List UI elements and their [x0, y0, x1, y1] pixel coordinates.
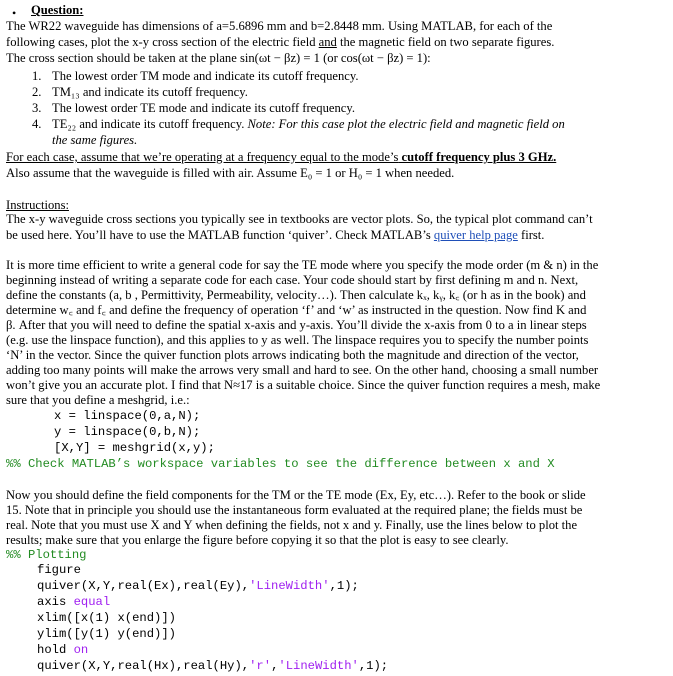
p2-line: beginning instead of writing a separate code for each case. Your code should start by first defining m and n. Next, [6, 273, 579, 287]
p3-line: results; make sure that you enlarge the figure before copying it so that the plot is easy to see clearly. [6, 533, 509, 547]
intro-line-2b: the magnetic field on two separate figures. [340, 35, 555, 49]
p2-line: β. After that you will need to define the spatial x-axis and y-axis. You’ll divide the x-axis from 0 to a in linear steps [6, 318, 587, 332]
intro-line-1: The WR22 waveguide has dimensions of a=5.6896 mm and b=2.8448 mm. Using MATLAB, for each of the [6, 19, 553, 33]
p2-line: (e.g. use the linspace function), and this applies to y as well. The linspace requires you to specify the number points [6, 333, 589, 347]
code-line: quiver(X,Y,real(Hx),real(Hy),'r','LineWidth',1); [37, 659, 389, 673]
code-comment: %% Check MATLAB’s workspace variables to see the difference between x and X [6, 457, 555, 471]
list-item: 3. The lowest order TE mode and indicate its cutoff frequency. [32, 101, 355, 115]
question-heading-row [6, 3, 666, 19]
p2-line: define the constants (a, b , Permittivity, Permeability, velocity…). Then calculate kₓ, kᵧ, k꜀ (or h as in the book) and [6, 288, 586, 302]
list-item: 4. TE₂₂ and indicate its cutoff frequency. Note: For this case plot the electric field and magnetic field on [32, 117, 565, 131]
air-line: Also assume that the waveguide is filled with air. Assume E₀ = 1 or H₀ = 1 when needed. [6, 166, 455, 180]
p2-line: It is more time efficient to write a general code for say the TE mode where you specify the mode order (m & n) in the [6, 258, 599, 272]
p3-line: Now you should define the field components for the TM or the TE mode (Ex, Ey, etc…). Refer to the book or slide [6, 488, 586, 502]
case-4-note: Note: For this case plot the electric field and magnetic field on [247, 117, 565, 131]
p3-line: 15. Note that in principle you should use the instantaneous form evaluated at the required plane; the fields must be [6, 503, 583, 517]
code-line: y = linspace(0,b,N); [54, 425, 201, 439]
list-item: 1. The lowest order TM mode and indicate its cutoff frequency. [32, 69, 359, 83]
code-line: axis equal [37, 595, 111, 609]
code-line: ylim([y(1) y(end)]) [37, 627, 176, 641]
code-line: hold on [37, 643, 89, 657]
code-line: [X,Y] = meshgrid(x,y); [54, 441, 215, 455]
instructions-heading: Instructions: [6, 198, 69, 212]
p3-line: real. Note that you must use X and Y when defining the fields, not x and y. Finally, use the lines below to plot the [6, 518, 578, 532]
code-line: xlim([x(1) x(end)]) [37, 611, 176, 625]
p2-line: ‘N’ in the vector. Since the quiver function plots arrows indicating both the magnitude and direction of the vector, [6, 348, 579, 362]
instr-p1-line-1: The x-y waveguide cross sections you typically see in textbooks are vector plots. So, the typical plot command can’t [6, 212, 593, 226]
case-4-note-cont: the same figures. [52, 133, 138, 147]
freq-line: For each case, assume that we’re operating at a frequency equal to the mode’s cutoff frequency plus 3 GHz. [6, 150, 557, 164]
question-heading: Question: [31, 3, 84, 17]
intro-line-3: The cross section should be taken at the plane sin(ωt − βz) = 1 (or cos(ωt − βz) = 1): [6, 51, 431, 65]
intro-line-2a: following cases, plot the x-y cross section of the electric field [6, 35, 316, 49]
instr-p1-line-2: be used here. You’ll have to use the MATLAB function ‘quiver’. Check MATLAB’s quiver help page first. [6, 228, 545, 242]
intro-line-2 [6, 35, 554, 50]
bullet-icon: • [12, 6, 17, 20]
code-line: figure [37, 563, 81, 577]
p2-line: won’t give you an accurate plot. I find that N≈17 is a suitable choice. Since the quiver function requires a mesh, make [6, 378, 601, 392]
intro-and: and [318, 35, 337, 49]
code-comment: %% Plotting [6, 548, 87, 562]
code-line: quiver(X,Y,real(Ex),real(Ey),'LineWidth',1); [37, 579, 359, 593]
code-line: x = linspace(0,a,N); [54, 409, 201, 423]
list-item: 2. TM₁₃ and indicate its cutoff frequency. [32, 85, 248, 99]
p2-line: determine w꜀ and f꜀ and define the frequency of operation ‘f’ and ‘w’ as instructed in the question. Now find K and [6, 303, 587, 317]
quiver-help-link[interactable]: quiver help page [433, 228, 518, 242]
p2-line: sure that you define a meshgrid, i.e.: [6, 393, 190, 407]
p2-line: adding too many points will make the arrows very small and hard to see. On the other hand, choosing a small number [6, 363, 599, 377]
